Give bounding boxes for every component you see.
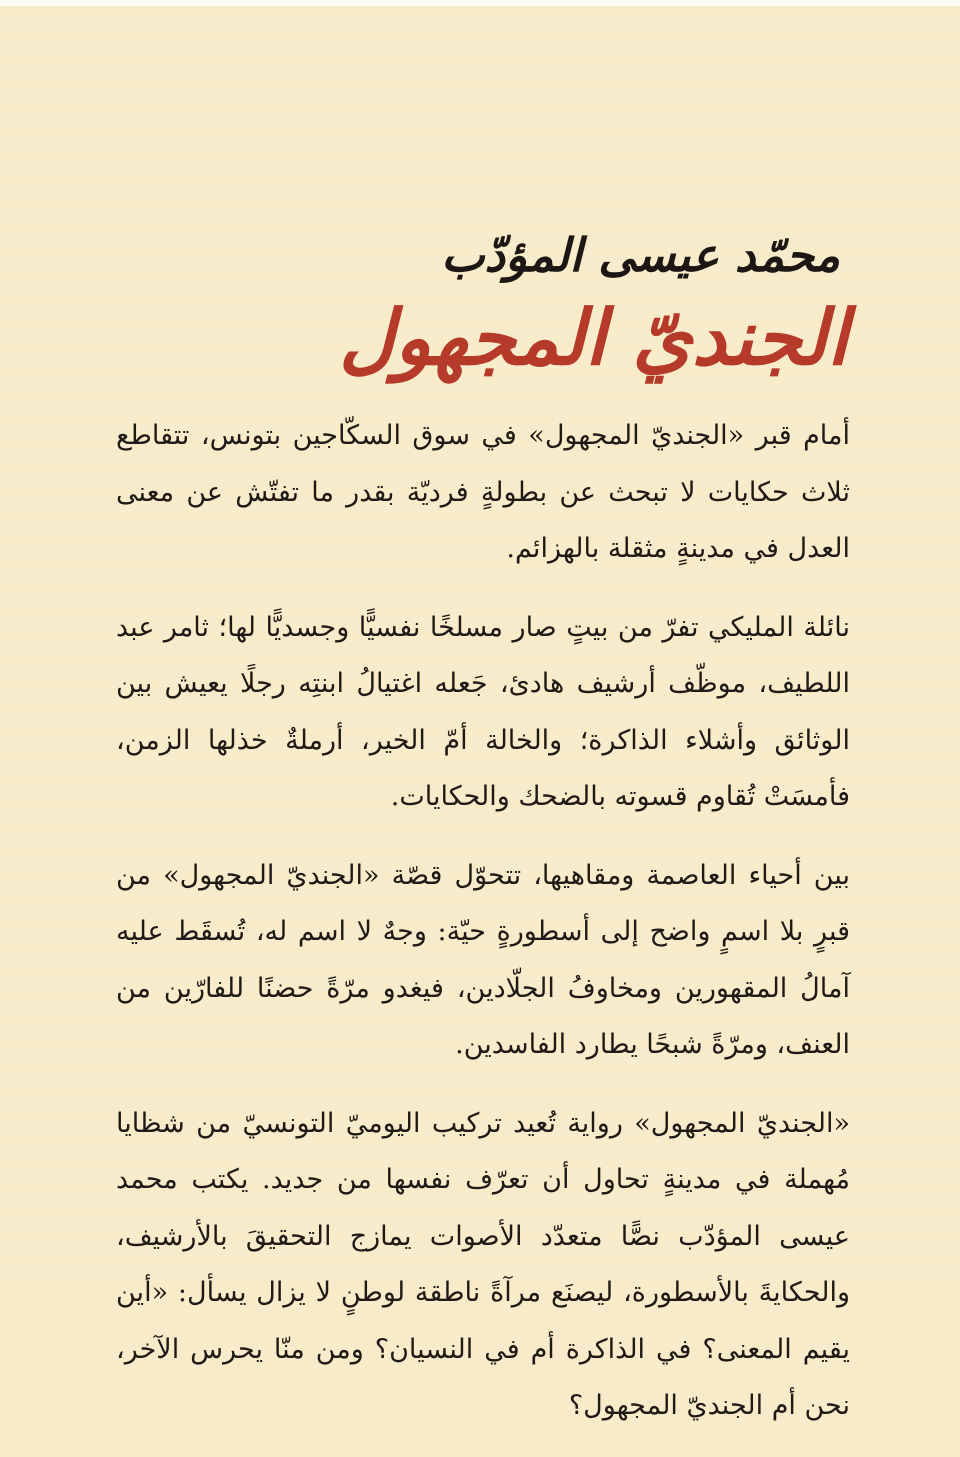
blurb	[116, 408, 850, 1457]
blurb-paragraph-4: «الجنديّ المجهول» رواية تُعيد تركيب اليوميّ التونسيّ من شظايا مُهملة في مدينةٍ تحاول أن تعرّف نفسها من جديد. يكتب محمد عيسى المؤدّب نصًّا متعدّد الأصوات يمازج التحقيقَ بالأرشيف، والحكايةَ بالأسطورة، ليصنَع مرآةً ناطقة لوطنٍ لا يزال يسأل: «أين يقيم المعنى؟ في الذاكرة أم في النسيان؟ ومن منّا يحرس الآخر، نحن أم الجنديّ المجهول؟	[116, 1107, 850, 1421]
blurb-paragraph-1: أمام قبر «الجنديّ المجهول» في سوق السكّاجين بتونس، تتقاطع ثلاث حكايات لا تبحث عن بطولةٍ فرديّة بقدر ما تفتّش عن معنى العدل في مدينةٍ مثقلة بالهزائم.	[116, 420, 850, 564]
author-name: محمّد عيسى المؤدّب	[441, 228, 840, 282]
blurb-paragraph-3: بين أحياء العاصمة ومقاهيها، تتحوّل قصّة «الجنديّ المجهول» من قبرٍ بلا اسمٍ واضح إلى أسطورةٍ حيّة: وجهٌ لا اسم له، تُسقَط عليه آمالُ المقهورين ومخاوفُ الجلّادين، فيغدو مرّةً حضنًا للفارّين من العنف، ومرّةً شبحًا يطارد الفاسدين.	[116, 859, 850, 1060]
book-title: الجنديّ المجهول	[339, 293, 848, 382]
back-cover	[0, 6, 960, 1421]
blurb-paragraph-2: نائلة المليكي تفرّ من بيتٍ صار مسلخًا نفسيًّا وجسديًّا لها؛ ثامر عبد اللطيف، موظّف أرشيف هادئ، جَعله اغتيالُ ابنتِه رجلًا يعيش بين الوثائق وأشلاء الذاكرة؛ والخالة أمّ الخير، أرملةٌ خذلها الزمن، فأمسَتْ تُقاوم قسوته بالضحك والحكايات.	[116, 611, 850, 812]
